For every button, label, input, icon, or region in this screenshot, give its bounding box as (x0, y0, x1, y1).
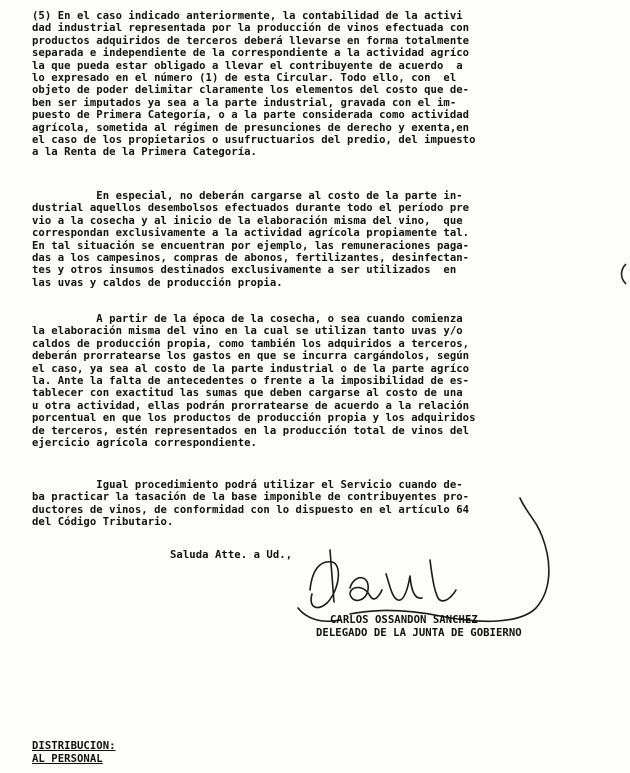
paragraph-line: (5) En el caso indicado anteriormente, la contabilidad de la activi (32, 10, 463, 22)
paragraph-line: A partir de la época de la cosecha, o sea cuando comienza (32, 313, 463, 325)
paragraph-5 (32, 10, 622, 159)
paragraph-line: productos adquiridos de terceros deberá llevarse en forma totalmente (32, 34, 470, 47)
paragraph-line: dustrial aquellos desembolsos efectuados durante todo el período pre (32, 202, 470, 215)
paragraph-line: del Código Tributario. (32, 516, 174, 529)
distribution-recipient: AL PERSONAL (32, 753, 103, 765)
paragraph-line: correspondan exclusivamente a la actividad agrícola propiamente tal. (32, 227, 470, 240)
paragraph-line: el caso de los propietarios o usufructuarios del predio, del impuesto (32, 134, 476, 147)
paragraph-line: dad industrial representada por la producción de vinos efectuada con (32, 22, 470, 35)
paragraph-line: vio a la cosecha y al inicio de la elaboración misma del vino, que (32, 214, 463, 227)
paragraph-line: das a los campesinos, compras de abonos, fertilizantes, desinfectan- (32, 252, 470, 265)
paragraph-line: Igual procedimiento podrá utilizar el Servicio cuando de- (32, 479, 463, 491)
signatory-title: DELEGADO DE LA JUNTA DE GOBIERNO (316, 627, 522, 639)
margin-bracket-mark (618, 262, 628, 286)
paragraph-line: En tal situación se encuentran por ejemplo, las remuneraciones paga- (32, 239, 470, 252)
paragraph-line: caldos de producción propia, como también los adquiridos a terceros, (32, 337, 470, 350)
paragraph-line: u otra actividad, ellas podrán prorratearse de acuerdo a la relación (32, 399, 470, 412)
paragraph-line: la elaboración misma del vino en la cual se utilizan tanto uvas y/o (32, 325, 463, 338)
paragraph-line: puesto de Primera Categoría, o a la parte considerada como actividad (32, 109, 470, 122)
paragraph-line: la que pueda estar obligado a llevar el contribuyente de acuerdo a (32, 59, 463, 72)
paragraph-line: porcentual en que los productos de producción propia y los adquiridos (32, 412, 476, 425)
closing-salutation: Saluda Atte. a Ud., (170, 549, 293, 561)
paragraph-line: el caso, ya sea al costo de la parte industrial o de la parte agríco (32, 362, 470, 375)
paragraph-line: ejercicio agrícola correspondiente. (32, 437, 257, 450)
paragraph-line: agrícola, sometida al régimen de presunciones de derecho y exenta,en (32, 121, 470, 134)
paragraph-line: objeto de poder delimitar claramente los elementos del costo que de- (32, 84, 470, 97)
paragraph-especial (32, 190, 622, 289)
paragraph-line: En especial, no deberán cargarse al costo de la parte in- (32, 190, 463, 202)
paragraph-line: separada e independiente de la correspondiente a la actividad agríco (32, 47, 470, 60)
paragraph-line: deberán prorratearse los gastos en que se incurra cargándolos, según (32, 350, 470, 363)
paragraph-line: tablecer con exactitud las sumas que deben cargarse al costo de una (32, 387, 463, 400)
signatory-name: CARLOS OSSANDON SANCHEZ (330, 614, 478, 626)
paragraph-line: tes y otros insumos destinados exclusivamente a ser utilizados en (32, 264, 457, 277)
paragraph-line: ductores de vinos, de conformidad con lo dispuesto en el artículo 64 (32, 503, 470, 516)
paragraph-line: ba practicar la tasación de la base imponible de contribuyentes pro- (32, 491, 470, 504)
distribution-heading: DISTRIBUCION: (32, 740, 116, 752)
paragraph-line: ben ser imputados ya sea a la parte industrial, gravada con el im- (32, 96, 457, 109)
paragraph-cosecha (32, 313, 622, 449)
paragraph-line: de terceros, estén representados en la producción total de vinos del (32, 424, 470, 437)
paragraph-line: las uvas y caldos de producción propia. (32, 276, 283, 289)
handwritten-signature (290, 490, 590, 630)
paragraph-line: a la Renta de la Primera Categoría. (32, 146, 257, 159)
paragraph-line: la. Ante la falta de antecedentes o frente a la imposibilidad de es- (32, 375, 470, 388)
paragraph-line: lo expresado en el número (1) de esta Circular. Todo ello, con el (32, 72, 457, 85)
